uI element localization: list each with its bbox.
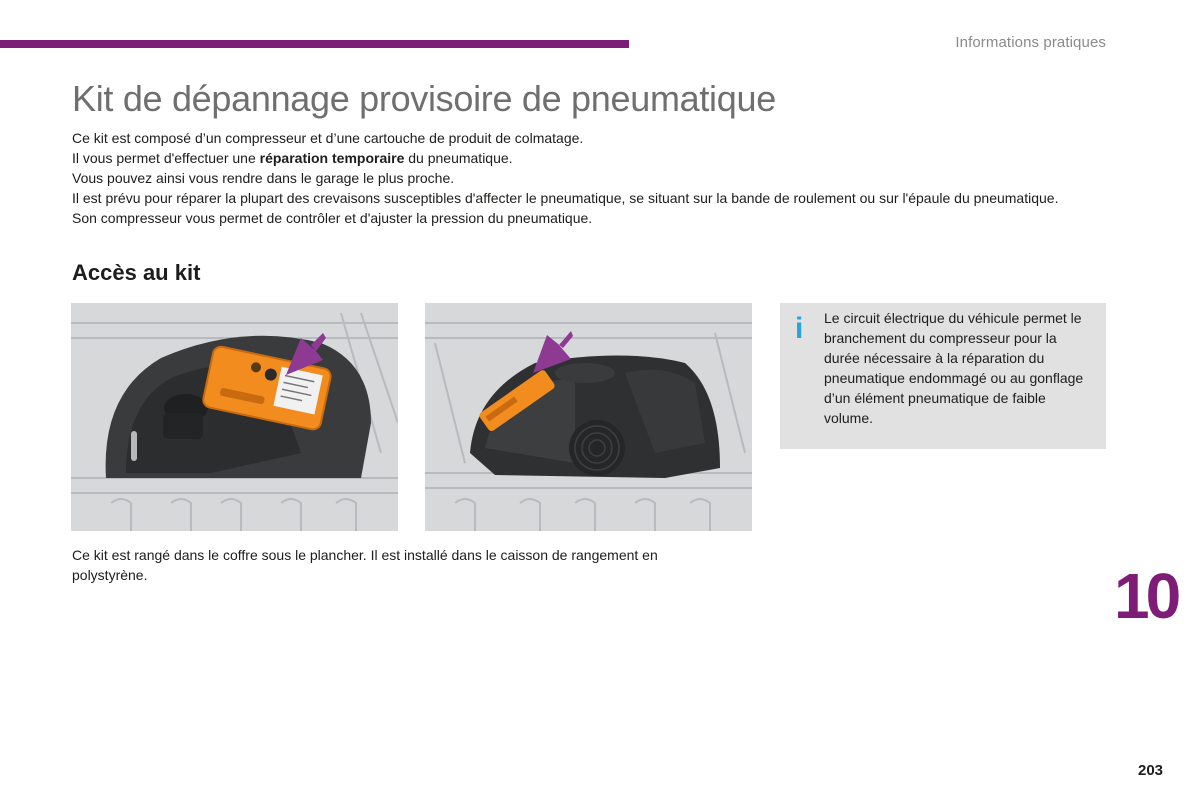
intro-bold-text: réparation temporaire	[259, 150, 405, 166]
kit-photo-storage	[425, 303, 752, 531]
page-number: 203	[1138, 762, 1164, 779]
kit-photo-closeup	[71, 303, 398, 531]
intro-line: Ce kit est composé d’un compresseur et d’une cartouche de produit de colmatage.	[72, 130, 584, 146]
section-subheading: Accès au kit	[72, 260, 201, 285]
photo-caption: Ce kit est rangé dans le coffre sous le plancher. Il est installé dans le caisson de rangement en polystyrène.	[72, 547, 658, 583]
intro-line: Son compresseur vous permet de contrôler et d'ajuster la pression du pneumatique.	[72, 210, 593, 226]
info-icon: i	[795, 312, 804, 345]
intro-line: Il est prévu pour réparer la plupart des crevaisons susceptibles d'affecter le pneumatique, se situant sur la bande de roulement ou sur l'épaule du pneumatique.	[72, 190, 1059, 206]
section-header: Informations pratiques	[955, 34, 1106, 51]
intro-text-fragment: du pneumatique.	[404, 150, 513, 166]
intro-line	[72, 148, 1082, 168]
info-box	[780, 303, 1106, 449]
info-box-text: Le circuit électrique du véhicule permet le branchement du compresseur pour la durée nécessaire à la réparation du pneumatique endommagé ou au gonflage d’un élément pneumatique de faible volume.	[824, 310, 1084, 426]
intro-text	[72, 128, 1082, 228]
intro-line: Vous pouvez ainsi vous rendre dans le garage le plus proche.	[72, 170, 455, 186]
intro-text-fragment: Il vous permet d'effectuer une	[72, 150, 260, 166]
kit-storage-illustration	[425, 303, 752, 531]
header-accent-bar	[0, 40, 629, 48]
chapter-number: 10	[1114, 560, 1178, 632]
kit-closeup-illustration	[71, 303, 398, 531]
page-title: Kit de dépannage provisoire de pneumatique	[72, 78, 776, 119]
